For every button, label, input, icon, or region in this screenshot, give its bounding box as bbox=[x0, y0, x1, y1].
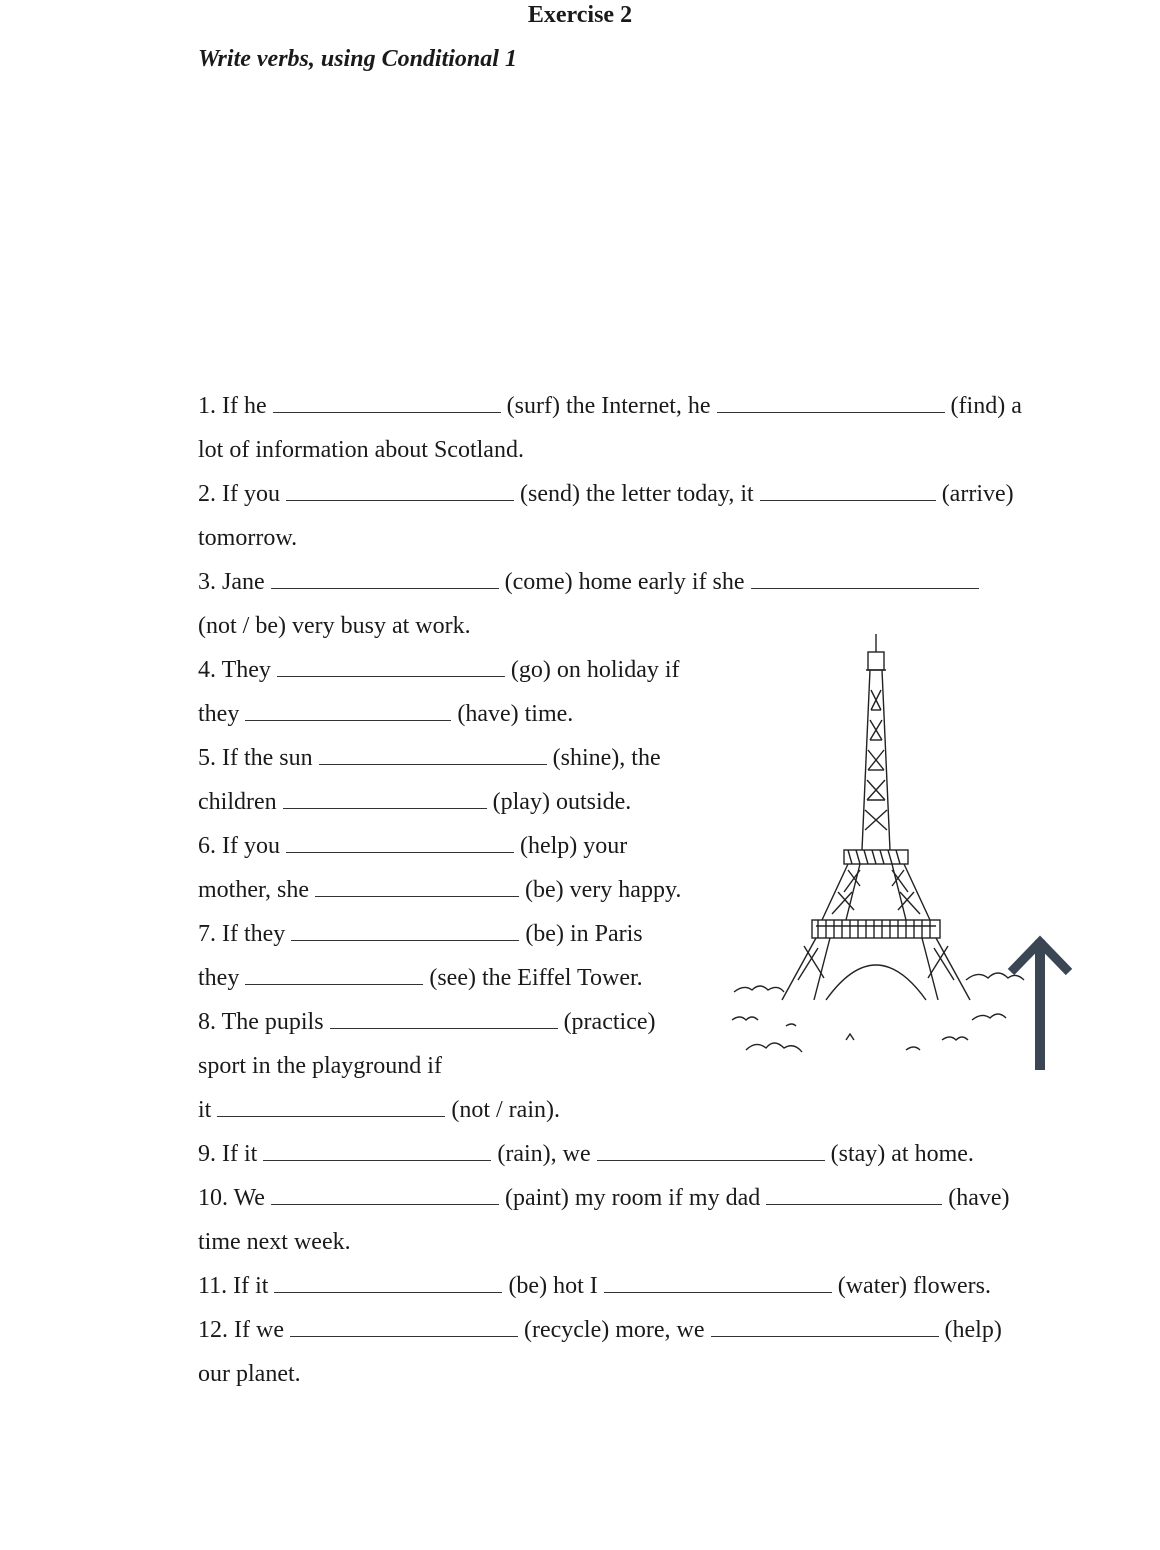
exercise-line bbox=[198, 523, 297, 553]
line-text: (water) flowers. bbox=[837, 1273, 991, 1299]
answer-blank[interactable] bbox=[271, 568, 499, 589]
line-text: (shine), the bbox=[552, 745, 661, 771]
line-text: (find) a bbox=[950, 393, 1022, 419]
line-text: our planet. bbox=[198, 1361, 301, 1387]
answer-blank[interactable] bbox=[319, 744, 547, 765]
line-text: (surf) the Internet, he bbox=[506, 393, 711, 419]
exercise-line bbox=[198, 1227, 351, 1257]
exercise-line bbox=[198, 435, 524, 465]
arrow-up-icon bbox=[1005, 932, 1075, 1072]
line-text: it bbox=[198, 1097, 212, 1123]
line-text: children bbox=[198, 789, 277, 815]
line-text: 9. If it bbox=[198, 1141, 258, 1167]
exercise-line bbox=[198, 611, 471, 641]
line-text: sport in the playground if bbox=[198, 1053, 442, 1079]
answer-blank[interactable] bbox=[330, 1008, 558, 1029]
answer-blank[interactable] bbox=[766, 1184, 942, 1205]
line-text: (have) bbox=[948, 1185, 1010, 1211]
answer-blank[interactable] bbox=[283, 788, 487, 809]
line-text: (see) the Eiffel Tower. bbox=[429, 965, 643, 991]
line-text: 1. If he bbox=[198, 393, 267, 419]
answer-blank[interactable] bbox=[711, 1316, 939, 1337]
answer-blank[interactable] bbox=[597, 1140, 825, 1161]
line-text: 6. If you bbox=[198, 833, 280, 859]
line-text: (come) home early if she bbox=[504, 569, 745, 595]
answer-blank[interactable] bbox=[277, 656, 505, 677]
line-text: (stay) at home. bbox=[830, 1141, 974, 1167]
exercise-line bbox=[198, 1007, 655, 1037]
answer-blank[interactable] bbox=[286, 480, 514, 501]
line-text: they bbox=[198, 701, 240, 727]
line-text: tomorrow. bbox=[198, 525, 298, 551]
line-text: 4. They bbox=[198, 657, 271, 683]
line-text: they bbox=[198, 965, 240, 991]
answer-blank[interactable] bbox=[271, 1184, 499, 1205]
answer-blank[interactable] bbox=[245, 700, 451, 721]
line-text: (help) bbox=[944, 1317, 1002, 1343]
exercise-line bbox=[198, 479, 1014, 509]
exercise-line bbox=[198, 699, 573, 729]
answer-blank[interactable] bbox=[717, 392, 945, 413]
exercise-line bbox=[198, 655, 680, 685]
answer-blank[interactable] bbox=[290, 1316, 518, 1337]
exercise-line bbox=[198, 567, 985, 597]
exercise-line bbox=[198, 1271, 991, 1301]
line-text: (paint) my room if my dad bbox=[504, 1185, 761, 1211]
answer-blank[interactable] bbox=[274, 1272, 502, 1293]
line-text: (not / rain). bbox=[451, 1097, 560, 1123]
line-text: 7. If they bbox=[198, 921, 286, 947]
exercise-line bbox=[198, 963, 643, 993]
line-text: (be) hot I bbox=[508, 1273, 598, 1299]
exercise-line bbox=[198, 1359, 301, 1389]
exercise-line bbox=[198, 743, 661, 773]
line-text: (be) very happy. bbox=[525, 877, 682, 903]
line-text: (practice) bbox=[563, 1009, 656, 1035]
exercise-line bbox=[198, 1315, 1002, 1345]
line-text: (have) time. bbox=[457, 701, 574, 727]
line-text: 11. If it bbox=[198, 1273, 269, 1299]
answer-blank[interactable] bbox=[263, 1140, 491, 1161]
line-text: (send) the letter today, it bbox=[519, 481, 754, 507]
exercise-line bbox=[198, 919, 643, 949]
line-text: time next week. bbox=[198, 1229, 351, 1255]
line-text: 10. We bbox=[198, 1185, 265, 1211]
line-text: 5. If the sun bbox=[198, 745, 313, 771]
exercise-line bbox=[198, 787, 631, 817]
exercise-line bbox=[198, 1139, 974, 1169]
line-text: (be) in Paris bbox=[525, 921, 643, 947]
line-text: (arrive) bbox=[941, 481, 1014, 507]
answer-blank[interactable] bbox=[604, 1272, 832, 1293]
line-text: (recycle) more, we bbox=[523, 1317, 705, 1343]
line-text: (play) outside. bbox=[492, 789, 632, 815]
line-text: 2. If you bbox=[198, 481, 280, 507]
exercise-line bbox=[198, 1183, 1010, 1213]
line-text: 12. If we bbox=[198, 1317, 284, 1343]
answer-blank[interactable] bbox=[751, 568, 979, 589]
answer-blank[interactable] bbox=[760, 480, 936, 501]
exercise-title: Exercise 2 bbox=[527, 2, 633, 28]
line-text: mother, she bbox=[198, 877, 310, 903]
answer-blank[interactable] bbox=[315, 876, 519, 897]
answer-blank[interactable] bbox=[273, 392, 501, 413]
exercise-line bbox=[198, 875, 681, 905]
answer-blank[interactable] bbox=[291, 920, 519, 941]
line-text: (go) on holiday if bbox=[510, 657, 680, 683]
answer-blank[interactable] bbox=[217, 1096, 445, 1117]
line-text: (rain), we bbox=[497, 1141, 591, 1167]
line-text: (help) your bbox=[519, 833, 628, 859]
exercise-line bbox=[198, 1051, 442, 1081]
eiffel-tower-icon bbox=[726, 630, 1036, 1070]
line-text: 3. Jane bbox=[198, 569, 265, 595]
exercise-line bbox=[198, 391, 1022, 421]
exercise-line bbox=[198, 831, 627, 861]
line-text: lot of information about Scotland. bbox=[198, 437, 524, 463]
line-text: (not / be) very busy at work. bbox=[198, 613, 471, 639]
exercise-instruction: Write verbs, using Conditional 1 bbox=[198, 46, 517, 72]
exercise-line bbox=[198, 1095, 560, 1125]
line-text: 8. The pupils bbox=[198, 1009, 324, 1035]
answer-blank[interactable] bbox=[286, 832, 514, 853]
answer-blank[interactable] bbox=[245, 964, 423, 985]
